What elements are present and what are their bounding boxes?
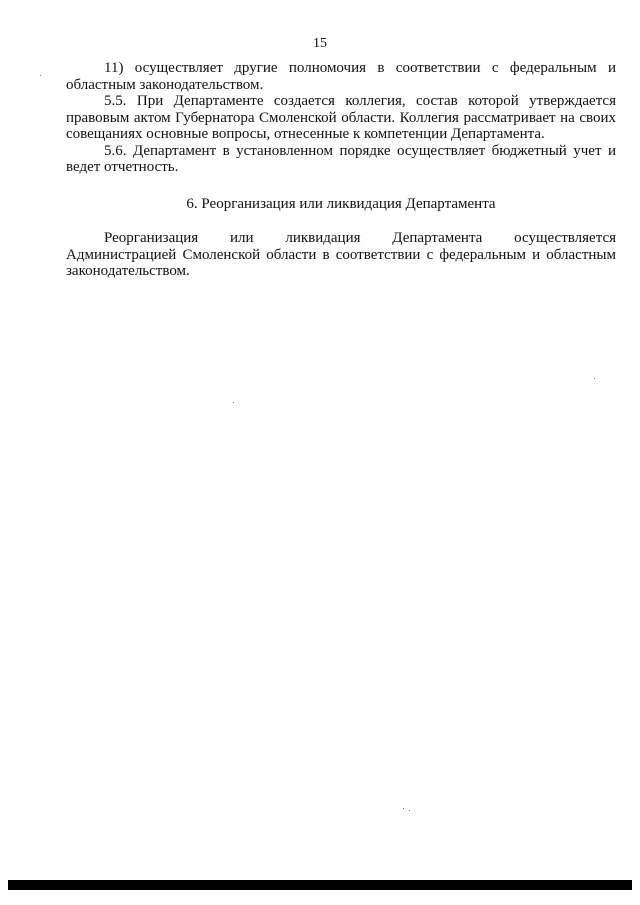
paragraph-item-11: 11) осуществляет другие полномочия в соответствии с федеральным и областным законодательством. [66,60,616,93]
scan-speck [594,378,595,379]
section-6-paragraph: Реорганизация или ликвидация Департамента осуществляется Администрацией Смоленской области в соответствии с федеральным и областным законодательством. [66,230,616,279]
page-number: 15 [313,36,327,51]
scan-speck [409,810,410,811]
scan-speck [233,402,234,403]
paragraph-5-5: 5.5. При Департаменте создается коллегия, состав которой утверждается правовым актом Губернатора Смоленской области. Коллегия рассматривает на своих совещаниях основные вопросы, отнесенные к компетенции Департамента. [66,93,616,142]
scan-speck [403,808,404,809]
paragraph-5-6: 5.6. Департамент в установленном порядке осуществляет бюджетный учет и ведет отчетность. [66,142,616,175]
document-body [66,60,616,280]
scan-speck [40,75,41,76]
scan-edge-bar [8,880,632,890]
section-6-heading: 6. Реорганизация или ликвидация Департамента [186,195,496,212]
